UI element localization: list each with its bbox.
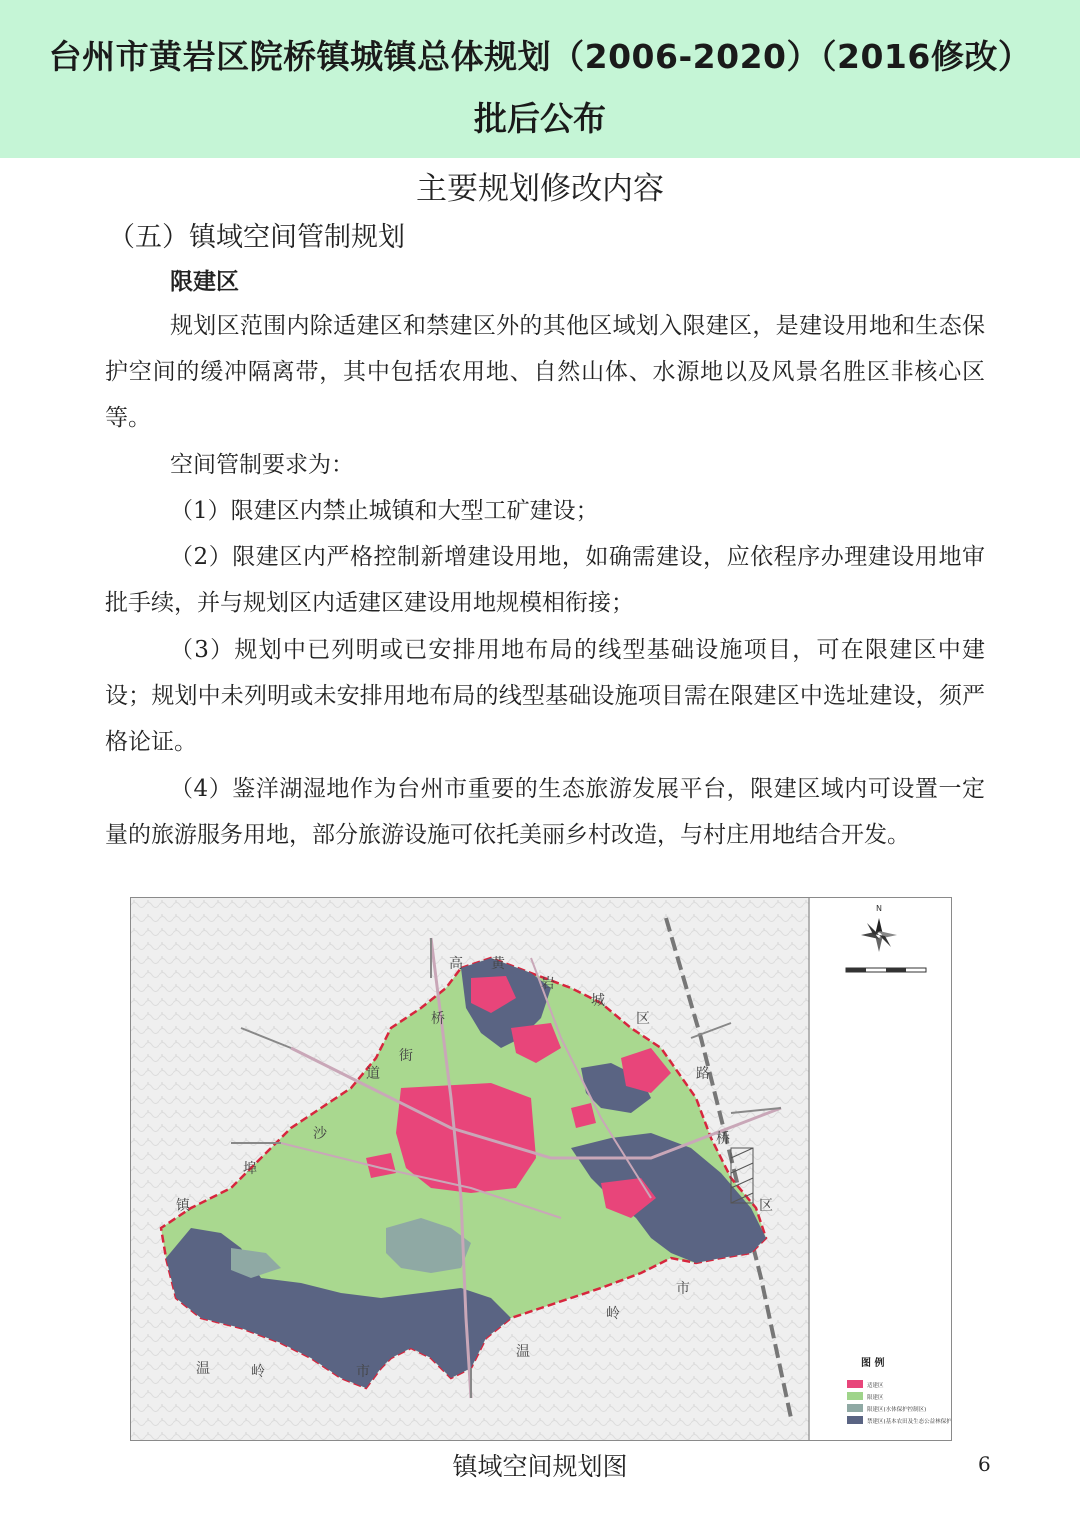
document-title-line1: 台州市黄岩区院桥镇城镇总体规划（2006-2020）（2016修改） — [48, 37, 1032, 76]
legend-label: 适建区 — [867, 1383, 884, 1389]
paragraph-item-2: （2）限建区内严格控制新增建设用地，如确需建设，应依程序办理建设用地审批手续，并与规划区内适建区建设用地规模相衔接； — [105, 544, 985, 616]
label-wen-e: 温 — [516, 1344, 530, 1360]
label-ling-w: 岭 — [251, 1364, 265, 1380]
label-gao: 高 — [449, 956, 463, 972]
legend-label: 限建区 — [867, 1395, 884, 1401]
paragraph-definition: 规划区范围内除适建区和禁建区外的其他区域划入限建区，是建设用地和生态保护空间的缓冲隔离带，其中包括农用地、自然山体、水源地以及风景名胜区非核心区等。 — [105, 313, 985, 431]
label-bu: 埠 — [243, 1161, 257, 1177]
map-graphic — [131, 898, 951, 1440]
label-jie: 街 — [399, 1048, 413, 1064]
label-wen-w: 温 — [196, 1361, 210, 1377]
legend-label: 禁建区(基本农田及生态公益林保护区) — [867, 1419, 951, 1425]
legend-label: 限建区(水体保护控制区) — [867, 1407, 927, 1413]
label-shi-w: 市 — [356, 1364, 370, 1380]
spatial-planning-map — [130, 897, 952, 1441]
label-huang: 黄 — [491, 956, 505, 972]
label-ling-e: 岭 — [606, 1306, 620, 1322]
label-sha: 沙 — [313, 1126, 327, 1142]
paragraph-item-3: （3）规划中已列明或已安排用地布局的线型基础设施项目，可在限建区中建设；规划中未列明或未安排用地布局的线型基础设施项目需在限建区中选址建设，须严格论证。 — [105, 637, 985, 755]
legend-swatch — [847, 1392, 863, 1400]
paragraph-item-4: （4）鉴洋湖湿地作为台州市重要的生态旅游发展平台，限建区域内可设置一定量的旅游服务用地，部分旅游设施可依托美丽乡村改造，与村庄用地结合开发。 — [105, 776, 985, 848]
label-qiao: 桥 — [431, 1011, 445, 1027]
legend-title: 图 例 — [861, 1358, 885, 1369]
page-number: 6 — [978, 1452, 991, 1476]
paragraph-item-1: （1）限建区内禁止城镇和大型工矿建设； — [170, 498, 599, 524]
map-caption: 镇域空间规划图 — [452, 1452, 628, 1481]
label-lu: 路 — [696, 1066, 710, 1082]
legend-swatch — [847, 1380, 863, 1388]
label-zhen: 镇 — [176, 1198, 190, 1214]
label-yan: 岩 — [541, 976, 555, 992]
section-title: 主要规划修改内容 — [416, 171, 664, 207]
sub-heading: （五）镇域空间管制规划 — [108, 222, 405, 253]
label-qiao2: 桥 — [716, 1131, 730, 1147]
legend-swatch — [847, 1416, 863, 1424]
paragraph-requirements-intro: 空间管制要求为： — [170, 452, 354, 478]
title-banner — [0, 0, 1080, 158]
north-label: N — [876, 904, 882, 913]
bold-heading: 限建区 — [170, 269, 239, 295]
label-cheng: 城 — [591, 993, 605, 1009]
document-title-line2: 批后公布 — [474, 99, 606, 138]
label-dao: 道 — [366, 1066, 380, 1082]
label-qu: 区 — [636, 1011, 650, 1027]
label-shi-e: 市 — [676, 1281, 690, 1297]
label-qu2: 区 — [759, 1198, 773, 1214]
legend-swatch — [847, 1404, 863, 1412]
